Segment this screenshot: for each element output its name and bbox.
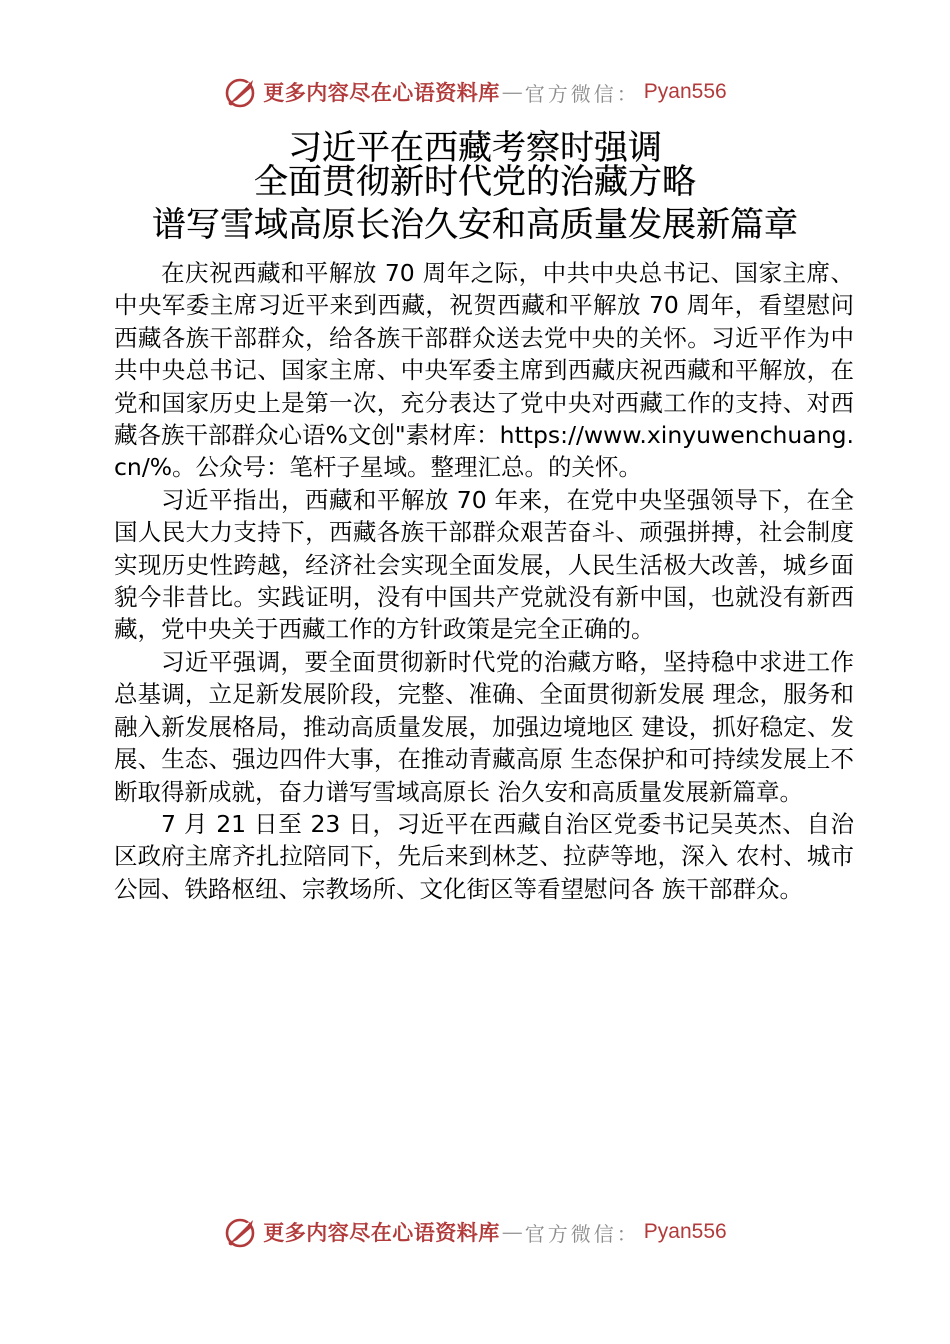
footer-wechat-id: Pyan556 xyxy=(643,1220,727,1243)
banner-wechat-id: Pyan556 xyxy=(643,80,727,103)
title-line-2: 全面贯彻新时代党的治藏方略 xyxy=(254,162,696,202)
title-line-1: 习近平在西藏考察时强调 xyxy=(288,128,662,168)
title-line-3: 谱写雪域高原长治久安和高质量发展新篇章 xyxy=(152,205,798,245)
footer-separator: — xyxy=(501,1220,523,1244)
footer-slogan: 更多内容尽在心语资料库 xyxy=(263,1220,500,1245)
article-body xyxy=(114,257,854,905)
paragraph-2: 习近平指出，西藏和平解放 70 年来，在党中央坚强领导下，在全国人民大力支持下，西藏各族干部群众艰苦奋斗、顽强拼搏，社会制度实现历史性跨越，经济社会实现全面发展，人民生活极大改善，城乡面貌今非昔比。实践证明，没有中国共产党就没有新中国，也就没有新西藏，党中央关于西藏工作的方针政策是完全正确的。 xyxy=(114,485,854,644)
footer-wechat-label: 官方微信： xyxy=(524,1221,640,1246)
brush-logo-icon xyxy=(223,1214,259,1250)
paragraph-3: 习近平强调，要全面贯彻新时代党的治藏方略，坚持稳中求进工作总基调，立足新发展阶段，完整、准确、全面贯彻新发展 理念，服务和融入新发展格局，推动高质量发展，加强边境地区 建设，抓好稳定、发展、生态、强边四件大事，在推动青藏高原 生态保护和可持续发展上不断取得新成就，奋力谱写雪域高原长 治久安和高质量发展新篇章。 xyxy=(114,647,854,806)
paragraph-4: 7 月 21 日至 23 日，习近平在西藏自治区党委书记吴英杰、自治区政府主席齐扎拉陪同下，先后来到林芝、拉萨等地，深入 农村、城市公园、铁路枢纽、宗教场所、文化街区等看望慰问各 族干部群众。 xyxy=(114,809,854,903)
banner-wechat-label: 官方微信： xyxy=(524,81,640,106)
paragraph-1: 在庆祝西藏和平解放 70 周年之际，中共中央总书记、国家主席、中央军委主席习近平来到西藏，祝贺西藏和平解放 70 周年，看望慰问西藏各族干部群众，给各族干部群众送去党中央的关怀。习近平作为中共中央总书记、国家主席、中央军委主席到西藏庆祝西藏和平解放，在党和国家历史上是第一次，充分表达了党中央对西藏工作的支持、对西藏各族干部群众心语%文创"素材库：https://www.xinyuwenchuang.cn/%。公众号：笔杆子星域。整理汇总。的关怀。 xyxy=(114,259,854,482)
brush-logo-icon xyxy=(223,74,259,110)
banner-separator: — xyxy=(501,80,523,104)
document-title-block xyxy=(0,128,950,247)
banner-slogan: 更多内容尽在心语资料库 xyxy=(263,80,500,105)
footer-banner xyxy=(0,1212,950,1252)
header-banner xyxy=(0,72,950,112)
